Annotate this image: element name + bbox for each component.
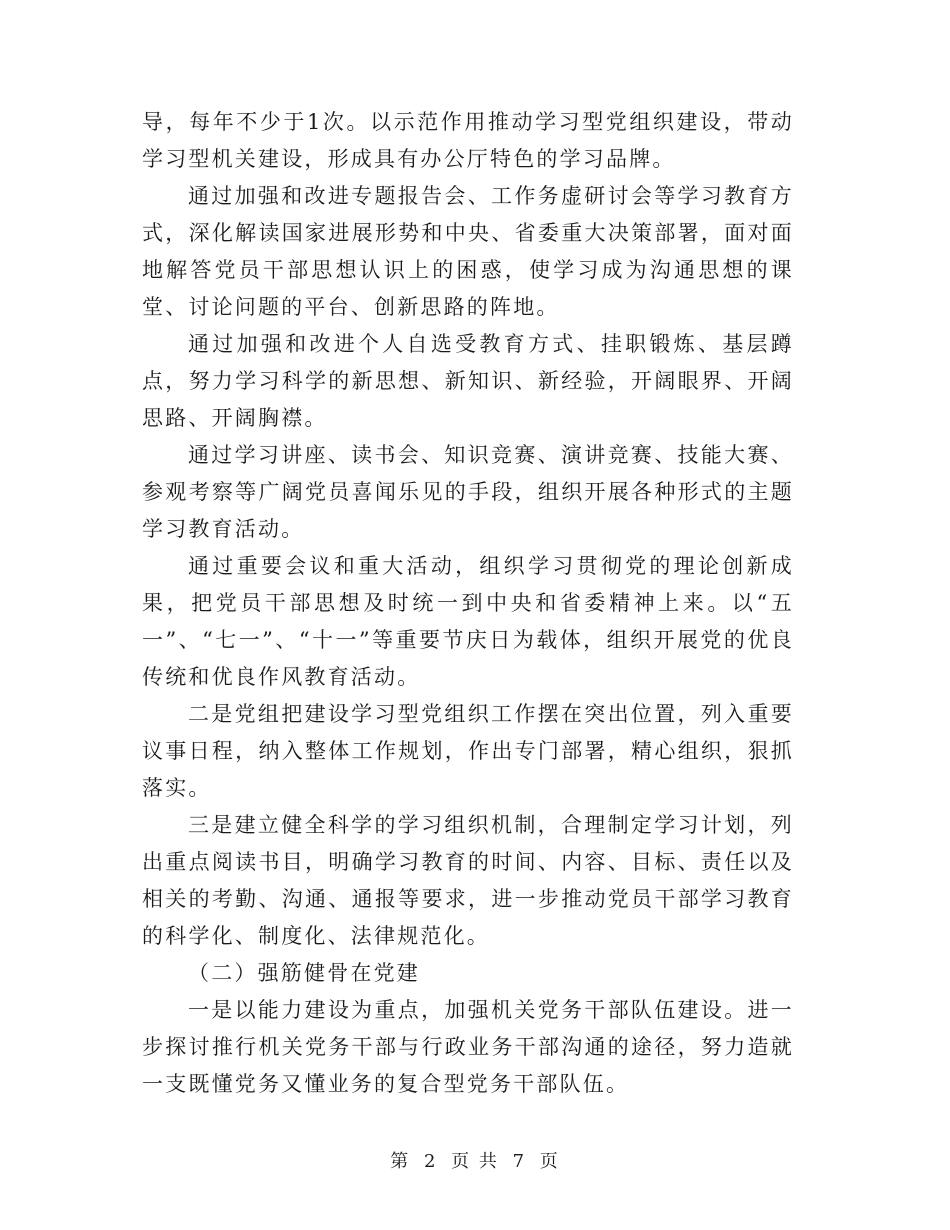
- paragraph-1: 导，每年不少于1次。以示范作用推动学习型党组织建设，带动学习型机关建设，形成具有办公厅特色的学习品牌。: [142, 110, 794, 171]
- paragraph-5: 通过重要会议和重大活动，组织学习贯彻党的理论创新成果，把党员干部思想及时统一到中央和省委精神上来。以“五一”、“七一”、“十一”等重要节庆日为载体，组织开展党的优良传统和优良作风教育活动。: [142, 554, 794, 689]
- footer-prefix: 第: [390, 1151, 411, 1172]
- paragraph-3: 通过加强和改进个人自选受教育方式、挂职锻炼、基层蹲点，努力学习科学的新思想、新知识、新经验，开阔眼界、开阔思路、开阔胸襟。: [142, 332, 794, 430]
- document-body: [142, 104, 794, 1103]
- section-heading: （二）强筋健骨在党建: [188, 961, 420, 985]
- paragraph-4: 通过学习讲座、读书会、知识竞赛、演讲竞赛、技能大赛、参观考察等广阔党员喜闻乐见的手段，组织开展各种形式的主题学习教育活动。: [142, 443, 794, 541]
- paragraph-2: 通过加强和改进专题报告会、工作务虚研讨会等学习教育方式，深化解读国家进展形势和中央、省委重大决策部署，面对面地解答党员干部思想认识上的困惑，使学习成为沟通思想的课堂、讨论问题的平台、创新思路的阵地。: [142, 184, 794, 319]
- footer-middle: 页 共: [451, 1151, 499, 1172]
- page-footer: [0, 1147, 950, 1173]
- paragraph-7: 三是建立健全科学的学习组织机制，合理制定学习计划，列出重点阅读书目，明确学习教育的时间、内容、目标、责任以及相关的考勤、沟通、通报等要求，进一步推动党员干部学习教育的科学化、制度化、法律规范化。: [142, 813, 794, 948]
- paragraph-6: 二是党组把建设学习型党组织工作摆在突出位置，列入重要议事日程，纳入整体工作规划，作出专门部署，精心组织，狠抓落实。: [142, 702, 794, 800]
- footer-suffix: 页: [539, 1151, 560, 1172]
- footer-total-pages: 7: [512, 1151, 527, 1172]
- footer-current-page: 2: [423, 1151, 438, 1172]
- paragraph-8: 一是以能力建设为重点，加强机关党务干部队伍建设。进一步探讨推行机关党务干部与行政业务干部沟通的途径，努力造就一支既懂党务又懂业务的复合型党务干部队伍。: [142, 998, 794, 1096]
